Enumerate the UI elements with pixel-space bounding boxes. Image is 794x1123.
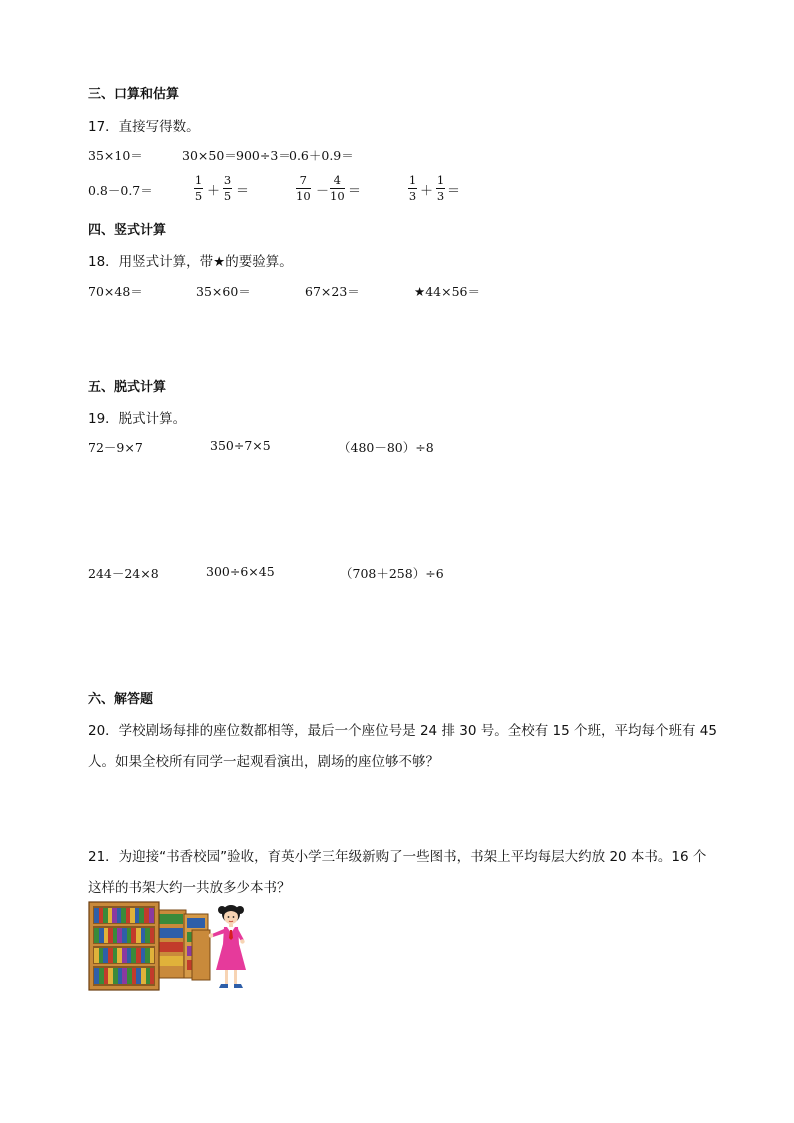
question-21-line-2: 这样的书架大约一共放多少本书？ <box>88 880 291 896</box>
stepwise-calc-item: 72－9×7 <box>88 440 143 455</box>
vertical-calc-item: ★44×56＝ <box>414 284 480 299</box>
equals-sign: ＝ <box>348 184 362 199</box>
question-20-line-2: 人。如果全校所有同学一起观看演出，剧场的座位够不够？ <box>88 754 439 770</box>
oral-calc-item: 0.8－0.7＝ <box>88 183 153 198</box>
fraction <box>436 174 445 203</box>
numerator: 4 <box>333 173 341 187</box>
numerator: 3 <box>223 173 232 187</box>
question-19-prompt: 19．脱式计算。 <box>88 411 187 427</box>
oral-calc-item: 35×10＝ <box>88 148 143 163</box>
question-20-line-1: 20．学校剧场每排的座位数都相等，最后一个座位号是 24 排 30 号。全校有 15 个班，平均每个班有 45 <box>88 723 717 739</box>
stepwise-calc-item: 300÷6×45 <box>206 564 275 579</box>
question-18-prompt: 18．用竖式计算，带★的要验算。 <box>88 254 293 270</box>
denominator: 10 <box>296 189 311 203</box>
denominator: 3 <box>436 189 445 203</box>
stepwise-calc-item: （480－80）÷8 <box>338 440 434 455</box>
equals-sign: ＝ <box>236 184 250 199</box>
operator: － <box>316 184 330 199</box>
fraction <box>194 174 203 203</box>
fraction <box>330 174 345 203</box>
vertical-calc-item: 67×23＝ <box>305 284 360 299</box>
question-21-line-1: 21．为迎接“书香校园”验收，育英小学三年级新购了一些图书，书架上平均每层大约放 20 本书。16 个 <box>88 849 707 865</box>
numerator: 1 <box>436 173 445 187</box>
section-3-heading: 三、口算和估算 <box>88 87 180 102</box>
small-bookshelf <box>192 930 210 980</box>
numerator: 1 <box>408 173 417 187</box>
numerator: 1 <box>194 173 203 187</box>
oral-calc-item: 0.6＋0.9＝ <box>289 148 354 163</box>
denominator: 5 <box>223 189 232 203</box>
section-4-heading: 四、竖式计算 <box>88 223 167 238</box>
fraction <box>296 174 311 203</box>
books-front <box>93 908 155 984</box>
vertical-calc-item: 70×48＝ <box>88 284 143 299</box>
stepwise-calc-item: 350÷7×5 <box>210 438 271 453</box>
equals-sign: ＝ <box>447 184 461 199</box>
question-17-prompt: 17．直接写得数。 <box>88 119 200 135</box>
denominator: 3 <box>408 189 417 203</box>
oral-calc-item: 30×50＝ <box>182 148 237 163</box>
stepwise-calc-item: （708＋258）÷6 <box>340 566 444 581</box>
oral-calc-item: 900÷3＝ <box>236 148 291 163</box>
operator: ＋ <box>207 184 221 199</box>
operator: ＋ <box>420 184 434 199</box>
denominator: 5 <box>194 189 203 203</box>
girl-figure <box>209 905 246 988</box>
bookshelf-girl-illustration <box>88 900 254 996</box>
section-6-heading: 六、解答题 <box>88 692 154 707</box>
fraction <box>223 174 232 203</box>
stepwise-calc-item: 244－24×8 <box>88 566 159 581</box>
vertical-calc-item: 35×60＝ <box>196 284 251 299</box>
denominator: 10 <box>330 189 345 203</box>
fraction <box>408 174 417 203</box>
section-5-heading: 五、脱式计算 <box>88 380 167 395</box>
numerator: 7 <box>299 173 307 187</box>
